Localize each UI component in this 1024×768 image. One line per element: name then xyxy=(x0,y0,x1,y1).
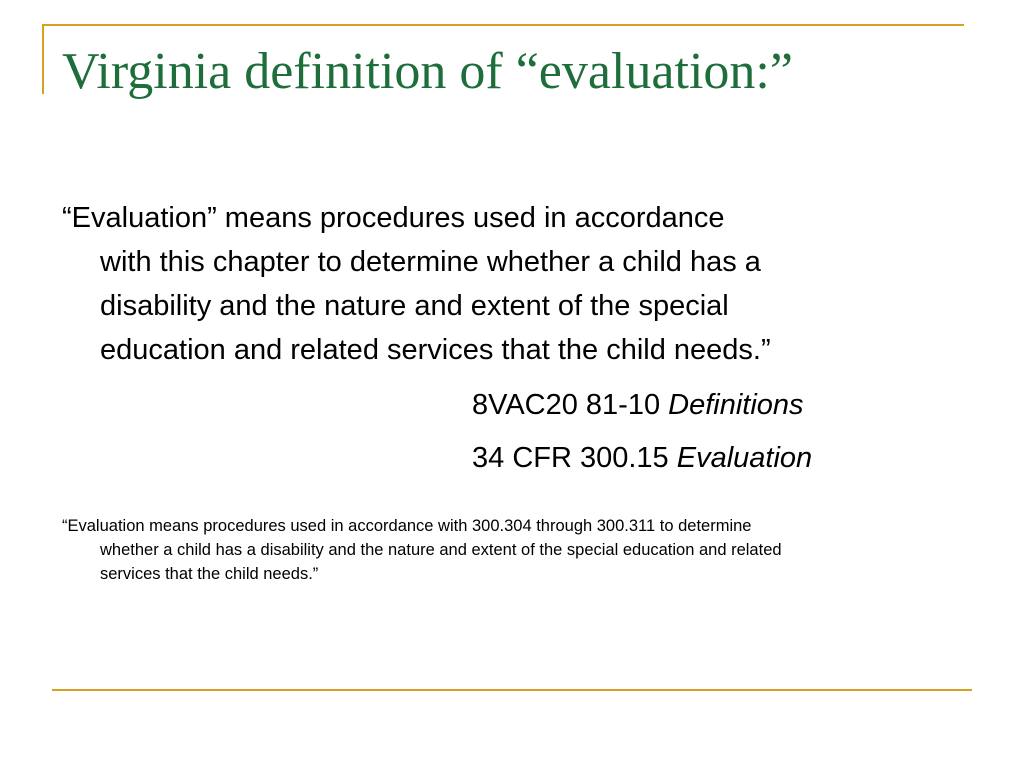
left-accent-rule xyxy=(42,24,44,94)
citation-code: 8VAC20 81-10 xyxy=(472,389,661,421)
federal-definition-line: “Evaluation means procedures used in accordance with 300.304 through 300.311 to determine xyxy=(62,517,752,535)
citation-label: Evaluation xyxy=(676,442,813,474)
definition-line: “Evaluation” means procedures used in accordance xyxy=(62,202,725,234)
citation-code: 34 CFR 300.15 xyxy=(472,442,669,474)
slide-title: Virginia definition of “evaluation:” xyxy=(62,43,793,100)
federal-definition-line: services that the child needs.” xyxy=(100,565,319,583)
definition-line: disability and the nature and extent of the special xyxy=(100,290,729,322)
federal-definition-line: whether a child has a disability and the nature and extent of the special education and related xyxy=(100,541,782,559)
top-accent-rule xyxy=(42,24,964,26)
citation-label: Definitions xyxy=(668,389,804,421)
bottom-accent-rule xyxy=(52,689,972,691)
federal-definition-text xyxy=(62,514,962,586)
definition-line: education and related services that the child needs.” xyxy=(100,334,771,366)
citation-federal-code xyxy=(472,438,812,478)
definition-line: with this chapter to determine whether a child has a xyxy=(100,246,761,278)
citation-virginia-code xyxy=(472,385,804,425)
virginia-definition-text xyxy=(62,196,962,372)
